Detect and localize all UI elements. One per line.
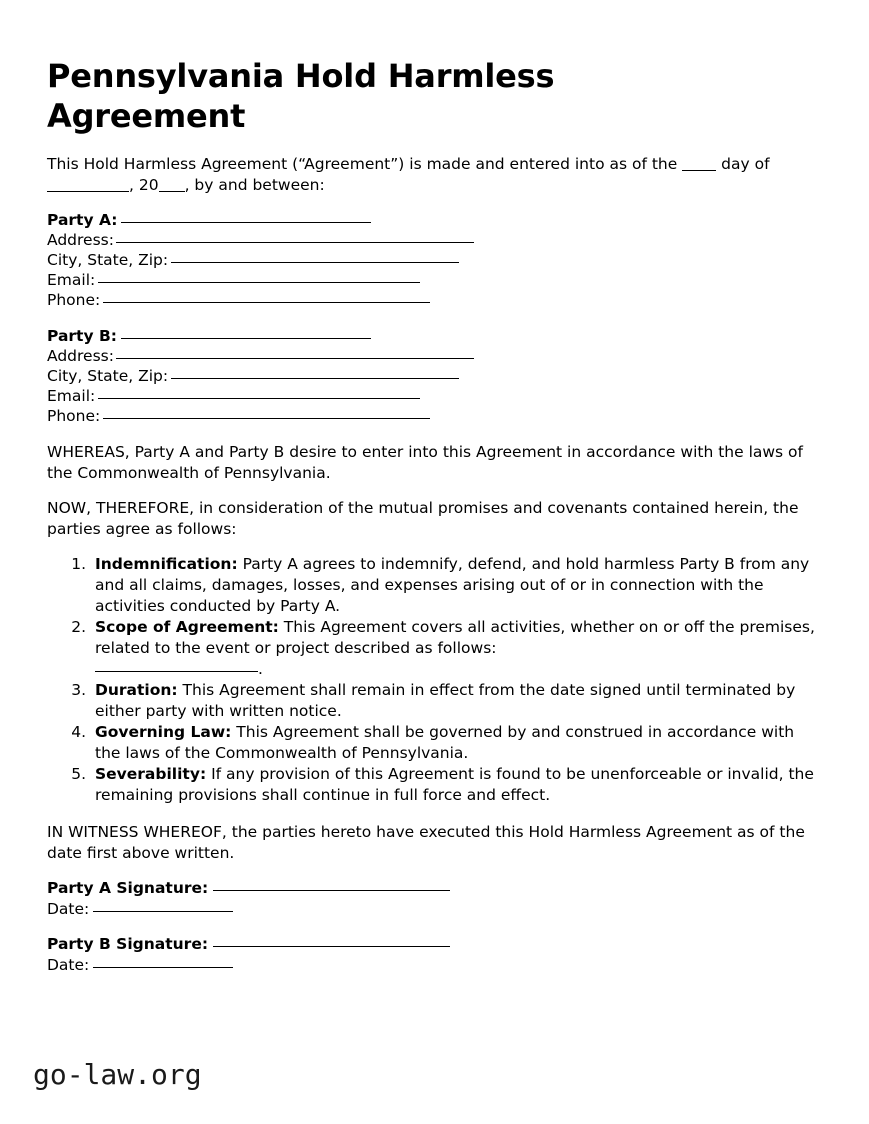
party-a-city-field[interactable]: [171, 262, 459, 263]
party-a-address-field[interactable]: [116, 242, 474, 243]
party-b-name-field[interactable]: [121, 338, 371, 339]
party-b-address-field[interactable]: [116, 358, 474, 359]
list-item: [91, 554, 819, 617]
party-b-email-label: Email:: [47, 387, 96, 405]
list-item: [91, 617, 819, 680]
party-b-name-row: [47, 326, 819, 346]
party-a-phone-label: Phone:: [47, 291, 101, 309]
party-b-email-row: [47, 386, 819, 406]
party-a-name-row: [47, 210, 819, 230]
witness-paragraph: IN WITNESS WHEREOF, the parties hereto have executed this Hold Harmless Agreement as of the date first above written.: [47, 823, 805, 862]
party-b-date-row: [47, 955, 819, 976]
clause-term: Severability:: [95, 765, 207, 783]
now-therefore-paragraph: NOW, THEREFORE, in consideration of the mutual promises and covenants contained herein, the parties agree as follows:: [47, 499, 799, 538]
document-body: [47, 56, 819, 990]
party-b-city-row: [47, 366, 819, 386]
party-b-date-label: Date:: [47, 956, 90, 974]
intro-text-lead: This Hold Harmless Agreement (“Agreement”) is made and entered into as of the: [47, 155, 678, 173]
list-item: [91, 680, 819, 722]
intro-of-word: of: [754, 155, 770, 173]
party-b-signature-field[interactable]: [213, 946, 450, 947]
intro-day-word: day: [721, 155, 750, 173]
party-b-name-label: Party B:: [47, 327, 117, 345]
page-title: Pennsylvania Hold Harmless Agreement: [47, 57, 555, 135]
intro-year-blank[interactable]: [159, 191, 185, 192]
party-b-date-field[interactable]: [93, 967, 233, 968]
party-a-address-label: Address:: [47, 231, 114, 249]
party-a-signature-label: Party A Signature:: [47, 879, 209, 897]
party-b-phone-row: [47, 406, 819, 426]
clause-text: Party A agrees to indemnify, defend, and hold harmless Party B from any and all claims, damages, losses, and expenses arising out of or in connection with the activities conducted by Party A.: [95, 555, 810, 615]
party-a-block: [47, 210, 819, 310]
clause-term: Governing Law:: [95, 723, 232, 741]
party-b-address-label: Address:: [47, 347, 114, 365]
party-a-email-field[interactable]: [98, 282, 420, 283]
intro-paragraph: [47, 154, 819, 196]
clause-text: This Agreement shall be governed by and construed in accordance with the laws of the Commonwealth of Pennsylvania.: [95, 723, 795, 762]
clause-term: Indemnification:: [95, 555, 238, 573]
clause-term: Duration:: [95, 681, 178, 699]
party-b-email-field[interactable]: [98, 398, 420, 399]
intro-day-blank[interactable]: [682, 170, 716, 171]
party-a-phone-row: [47, 290, 819, 310]
party-b-signature-label: Party B Signature:: [47, 935, 209, 953]
party-b-phone-field[interactable]: [103, 418, 430, 419]
party-a-address-row: [47, 230, 819, 250]
party-b-phone-label: Phone:: [47, 407, 101, 425]
party-b-signature-block: [47, 934, 819, 976]
party-b-city-field[interactable]: [171, 378, 459, 379]
party-a-email-row: [47, 270, 819, 290]
party-b-address-row: [47, 346, 819, 366]
clause-text: This Agreement shall remain in effect from the date signed until terminated by either party with written notice.: [95, 681, 796, 720]
site-watermark: go-law.org: [33, 1058, 202, 1091]
party-b-signature-row: [47, 934, 819, 955]
party-a-phone-field[interactable]: [103, 302, 430, 303]
clause-text: If any provision of this Agreement is found to be unenforceable or invalid, the remaining provisions shall continue in full force and effect.: [95, 765, 814, 804]
party-b-city-label: City, State, Zip:: [47, 367, 169, 385]
clause-text-after-blank: .: [258, 660, 263, 678]
party-a-name-field[interactable]: [121, 222, 371, 223]
party-a-city-label: City, State, Zip:: [47, 251, 169, 269]
party-a-signature-row: [47, 878, 819, 899]
party-a-date-row: [47, 899, 819, 920]
clause-list: [47, 554, 819, 806]
intro-tail: , by and between:: [184, 176, 325, 194]
party-a-name-label: Party A:: [47, 211, 118, 229]
intro-year-prefix: , 20: [129, 176, 159, 194]
project-description-blank[interactable]: [95, 671, 258, 672]
party-a-signature-block: [47, 878, 819, 920]
whereas-paragraph: WHEREAS, Party A and Party B desire to enter into this Agreement in accordance with the laws of the Commonwealth of Pennsylvania.: [47, 443, 803, 482]
party-a-email-label: Email:: [47, 271, 96, 289]
party-b-block: [47, 326, 819, 426]
party-a-signature-field[interactable]: [213, 890, 450, 891]
clause-text: This Agreement covers all activities, whether on or off the premises, related to the event or project described as follows:: [95, 618, 815, 657]
intro-month-blank[interactable]: [47, 191, 129, 192]
party-a-date-label: Date:: [47, 900, 90, 918]
party-a-city-row: [47, 250, 819, 270]
clause-term: Scope of Agreement:: [95, 618, 279, 636]
list-item: [91, 764, 819, 806]
list-item: [91, 722, 819, 764]
party-a-date-field[interactable]: [93, 911, 233, 912]
